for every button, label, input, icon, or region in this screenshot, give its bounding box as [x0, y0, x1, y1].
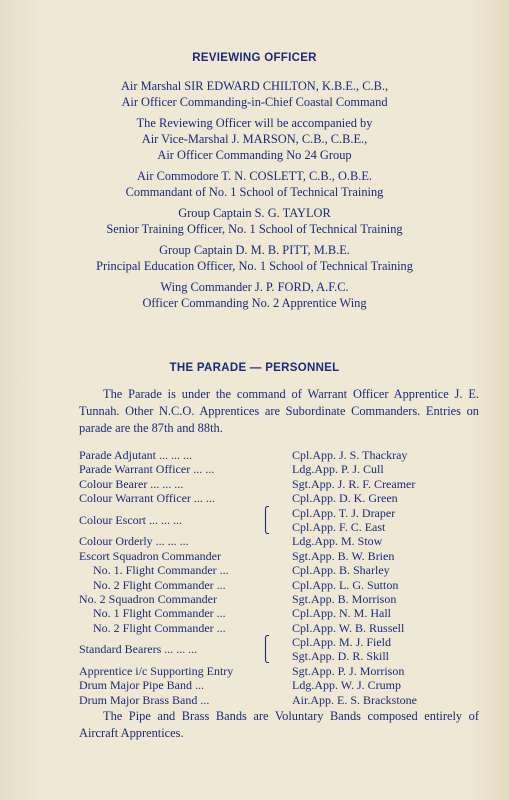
officer-line: Principal Education Officer, No. 1 School of Technical Training — [96, 259, 413, 273]
officer-block — [0, 242, 509, 274]
roster-role: Drum Major Pipe Band ... — [79, 678, 204, 693]
roster-row — [79, 534, 479, 548]
officer-line: The Reviewing Officer will be accompanied by — [136, 116, 373, 130]
officer-line: Officer Commanding No. 2 Apprentice Wing — [142, 296, 367, 310]
roster-role: Apprentice i/c Supporting Entry — [79, 663, 234, 678]
officer-block — [0, 279, 509, 311]
officer-line: Senior Training Officer, No. 1 School of Technical Training — [106, 222, 403, 236]
roster-row — [79, 664, 479, 678]
roster-name: Cpl.App. D. K. Green — [292, 491, 398, 506]
roster-role: Colour Escort ... ... ... — [79, 512, 182, 527]
roster-role: Parade Warrant Officer ... ... — [79, 462, 215, 477]
roster-name: Sgt.App. P. J. Morrison — [292, 663, 405, 678]
parade-intro-text: The Parade is under the command of Warrant Officer Apprentice J. E. Tunnah. Other N.C.O. Apprentices are Subordinate Commanders. Entries on parade are the 87th and 88th. — [79, 387, 479, 435]
brace-icon: ⎧ — [261, 505, 270, 520]
bands-note — [79, 708, 479, 742]
roster-name: Cpl.App. L. G. Sutton — [292, 577, 399, 592]
roster-name: Sgt.App. D. R. Skill — [292, 649, 390, 664]
brace-icon: ⎧ — [261, 635, 270, 650]
roster-row — [79, 592, 479, 606]
parade-personnel-heading: THE PARADE — PERSONNEL — [169, 362, 340, 374]
roster-row — [79, 477, 479, 491]
roster-name: Cpl.App. F. C. East — [292, 519, 386, 534]
roster-name: Cpl.App. W. B. Russell — [292, 620, 405, 635]
brace-icon: ⎩ — [261, 519, 270, 534]
roster-name: Cpl.App. N. M. Hall — [292, 606, 391, 621]
officer-list — [0, 78, 509, 316]
officer-block — [0, 115, 509, 163]
officer-line: Air Vice-Marshal J. MARSON, C.B., C.B.E., — [141, 132, 368, 146]
roster-name: Sgt.App. J. R. F. Creamer — [292, 476, 416, 491]
officer-line: Air Marshal SIR EDWARD CHILTON, K.B.E., C.B., — [120, 79, 389, 93]
roster-name: Sgt.App. B. Morrison — [292, 591, 397, 606]
roster-row — [79, 563, 479, 577]
roster-role: Drum Major Brass Band ... — [79, 692, 210, 707]
officer-line: Air Commodore T. N. COSLETT, C.B., O.B.E. — [136, 169, 373, 183]
roster-name: Sgt.App. B. W. Brien — [292, 548, 395, 563]
roster-name: Ldg.App. W. J. Crump — [292, 678, 402, 693]
roster-name: Cpl.App. T. J. Draper — [292, 505, 396, 520]
officer-line: Air Officer Commanding No 24 Group — [157, 148, 352, 162]
bands-note-text: The Pipe and Brass Bands are Voluntary Bands composed entirely of Aircraft Apprentices. — [79, 709, 479, 740]
personnel-roster — [79, 448, 479, 707]
roster-name: Ldg.App. P. J. Cull — [292, 462, 384, 477]
roster-row — [79, 635, 479, 664]
officer-line: Group Captain D. M. B. PITT, M.B.E. — [159, 243, 350, 257]
officer-line: Group Captain S. G. TAYLOR — [178, 206, 331, 220]
roster-row — [79, 491, 479, 505]
roster-role: Colour Bearer ... ... ... — [79, 476, 184, 491]
roster-role: No. 2 Squadron Commander — [79, 591, 217, 606]
parade-intro — [79, 386, 479, 437]
officer-block — [0, 78, 509, 110]
roster-row — [79, 693, 479, 707]
roster-role: Parade Adjutant ... ... ... — [79, 448, 192, 462]
roster-role: Colour Orderly ... ... ... — [79, 534, 189, 549]
officer-block — [0, 205, 509, 237]
roster-role: Standard Bearers ... ... ... — [79, 642, 198, 657]
roster-role: No. 1 Flight Commander ... — [93, 606, 226, 621]
roster-row — [79, 621, 479, 635]
officer-line: Air Officer Commanding-in-Chief Coastal Command — [121, 95, 388, 109]
roster-role: Escort Squadron Commander — [79, 548, 221, 563]
roster-row — [79, 549, 479, 563]
roster-name: Cpl.App. J. S. Thackray — [292, 448, 408, 462]
officer-line: Commandant of No. 1 School of Technical Training — [125, 185, 384, 199]
roster-role: No. 1. Flight Commander ... — [93, 563, 229, 578]
roster-row — [79, 678, 479, 692]
roster-row — [79, 506, 479, 535]
roster-role: Colour Warrant Officer ... ... — [79, 491, 215, 506]
roster-row — [79, 448, 479, 462]
officer-line: Wing Commander J. P. FORD, A.F.C. — [160, 280, 349, 294]
roster-name: Cpl.App. B. Sharley — [292, 563, 390, 578]
roster-row — [79, 606, 479, 620]
reviewing-officer-heading: REVIEWING OFFICER — [192, 52, 317, 64]
roster-name: Cpl.App. M. J. Field — [292, 635, 392, 650]
roster-name: Ldg.App. M. Stow — [292, 534, 383, 549]
officer-block — [0, 168, 509, 200]
roster-role: No. 2 Flight Commander ... — [93, 577, 226, 592]
brace-icon: ⎩ — [261, 649, 270, 664]
roster-role: No. 2 Flight Commander ... — [93, 620, 226, 635]
roster-name: Air.App. E. S. Brackstone — [292, 692, 417, 707]
roster-row — [79, 578, 479, 592]
roster-row — [79, 462, 479, 476]
